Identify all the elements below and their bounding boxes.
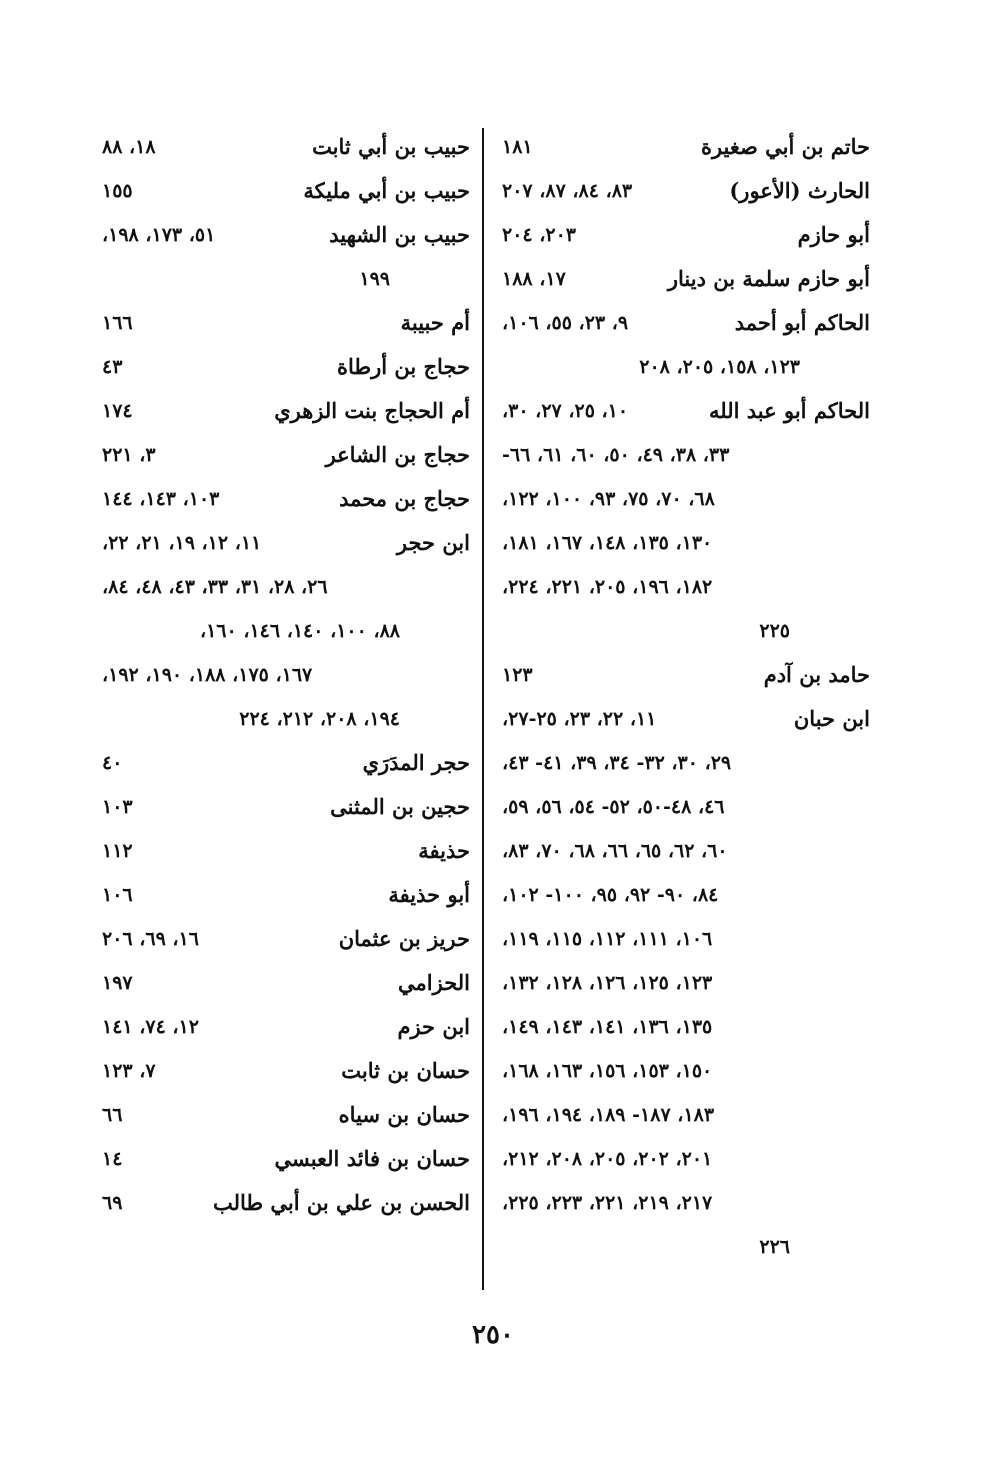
index-entry — [494, 656, 870, 700]
entry-name: ابن حزم — [397, 1014, 470, 1039]
continuation-page-refs: ٨٤، ٩٠- ٩٢، ٩٥، ١٠٠- ١٠٢، — [502, 884, 719, 906]
index-entry — [494, 304, 870, 348]
index-entry — [494, 260, 870, 304]
entry-page-refs: ٥١، ١٧٣، ١٩٨، — [102, 224, 216, 246]
continuation-page-refs: ٣٣، ٣٨، ٤٩، ٥٠، ٦٠، ٦١، ٦٦- — [502, 444, 730, 466]
index-column-left — [94, 128, 470, 1228]
index-entry — [94, 480, 470, 524]
entry-name: أبو حازم سلمة بن دينار — [667, 266, 870, 291]
entry-name: ابن حجر — [396, 530, 470, 555]
entry-name: حبيب بن أبي ثابت — [312, 134, 470, 159]
index-continuation-line — [94, 612, 470, 656]
entry-page-refs: ١٧٤ — [102, 400, 133, 422]
index-continuation-line — [494, 568, 870, 612]
continuation-page-refs: ٦٨، ٧٠، ٧٥، ٩٣، ١٠٠، ١٢٢، — [502, 488, 715, 510]
entry-page-refs: ١٤ — [102, 1148, 123, 1170]
index-continuation-line — [494, 1096, 870, 1140]
continuation-page-refs: ٢١٧، ٢١٩، ٢٢١، ٢٢٣، ٢٢٥، — [502, 1192, 713, 1214]
index-entry — [94, 1052, 470, 1096]
index-continuation-line — [494, 1228, 870, 1272]
entry-page-refs: ١٠٣ — [102, 796, 133, 818]
continuation-page-refs: ٤٦، ٤٨-٥٠، ٥٢- ٥٤، ٥٦، ٥٩، — [502, 796, 725, 818]
index-continuation-line — [494, 1008, 870, 1052]
index-entry — [94, 1184, 470, 1228]
index-entry — [94, 1096, 470, 1140]
index-entry — [94, 128, 470, 172]
index-entry — [94, 436, 470, 480]
index-continuation-line — [494, 1140, 870, 1184]
index-continuation-line — [494, 1052, 870, 1096]
entry-page-refs: ١٥٥ — [102, 180, 133, 202]
entry-name: حسان بن ثابت — [341, 1058, 470, 1083]
index-continuation-line — [494, 480, 870, 524]
entry-name: أم الحجاج بنت الزهري — [274, 398, 470, 423]
entry-page-refs: ١١، ٢٢، ٢٣، ٢٥-٢٧، — [502, 708, 657, 730]
index-entry — [94, 832, 470, 876]
index-continuation-line — [494, 788, 870, 832]
index-continuation-line — [494, 832, 870, 876]
index-continuation-line — [494, 524, 870, 568]
entry-name: حجاج بن أرطاة — [336, 354, 470, 379]
index-entry — [94, 964, 470, 1008]
entry-page-refs: ١٠، ٢٥، ٢٧، ٣٠، — [502, 400, 629, 422]
index-entry — [94, 744, 470, 788]
index-continuation-line — [494, 1184, 870, 1228]
index-continuation-line — [494, 436, 870, 480]
continuation-page-refs: ١٣٠، ١٣٥، ١٤٨، ١٦٧، ١٨١، — [502, 532, 713, 554]
entry-page-refs: ١٠٦ — [102, 884, 133, 906]
page-number: ٢٥٠ — [472, 1320, 514, 1350]
entry-name: حامد بن آدم — [763, 662, 870, 687]
index-entry — [94, 216, 470, 260]
continuation-page-refs: ١٢٣، ١٢٥، ١٢٦، ١٢٨، ١٣٢، — [502, 972, 713, 994]
continuation-page-refs: ١٠٦، ١١١، ١١٢، ١١٥، ١١٩، — [502, 928, 713, 950]
continuation-page-refs: ٢٩، ٣٠، ٣٢- ٣٤، ٣٩، ٤١- ٤٣، — [502, 752, 732, 774]
entry-name: أبو حذيفة — [388, 882, 470, 907]
index-continuation-line — [494, 348, 870, 392]
entry-name: الحاكم أبو أحمد — [734, 310, 870, 335]
entry-name: ابن حبان — [793, 706, 870, 731]
index-continuation-line — [494, 876, 870, 920]
entry-name: الحسن بن علي بن أبي طالب — [212, 1190, 470, 1215]
entry-page-refs: ٤٣ — [102, 356, 123, 378]
entry-name: حجر المدَرَي — [362, 750, 470, 775]
index-entry — [94, 524, 470, 568]
entry-name: الحارث (الأعور) — [729, 178, 870, 203]
entry-page-refs: ٦٦ — [102, 1104, 123, 1126]
entry-name: حريز بن عثمان — [338, 926, 470, 951]
index-entry — [94, 876, 470, 920]
entry-name: أم حبيبة — [400, 310, 470, 335]
index-continuation-line — [94, 260, 470, 304]
continuation-page-refs: ١٩٩ — [359, 268, 390, 290]
index-continuation-line — [94, 700, 470, 744]
continuation-page-refs: ٦٠، ٦٢، ٦٥، ٦٦، ٦٨، ٧٠، ٨٣، — [502, 840, 728, 862]
continuation-page-refs: ٢٦، ٢٨، ٣١، ٣٣، ٤٣، ٤٨، ٨٤، — [102, 576, 328, 598]
entry-name: حاتم بن أبي صغيرة — [700, 134, 870, 159]
entry-page-refs: ٦٩ — [102, 1192, 123, 1214]
index-continuation-line — [494, 964, 870, 1008]
entry-page-refs: ٢٠٣، ٢٠٤ — [502, 224, 576, 246]
index-entry — [94, 348, 470, 392]
index-entry — [94, 1008, 470, 1052]
entry-name: حبيب بن أبي مليكة — [303, 178, 470, 203]
continuation-page-refs: ١٥٠، ١٥٣، ١٥٦، ١٦٣، ١٦٨، — [502, 1060, 713, 1082]
index-entry — [94, 788, 470, 832]
entry-name: حذيفة — [418, 838, 470, 863]
continuation-page-refs: ١٨٣، ١٨٧- ١٨٩، ١٩٤، ١٩٦، — [502, 1104, 715, 1126]
entry-name: حجين بن المثنى — [330, 794, 470, 819]
entry-page-refs: ٩، ٢٣، ٥٥، ١٠٦، — [502, 312, 629, 334]
entry-page-refs: ١٩٧ — [102, 972, 133, 994]
continuation-page-refs: ٢٢٥ — [759, 620, 790, 642]
entry-name: أبو حازم — [797, 222, 870, 247]
entry-page-refs: ٧، ١٢٣ — [102, 1060, 156, 1082]
index-entry — [494, 216, 870, 260]
continuation-page-refs: ٢٠١، ٢٠٢، ٢٠٥، ٢٠٨، ٢١٢، — [502, 1148, 713, 1170]
entry-page-refs: ١٧، ١٨٨ — [502, 268, 566, 290]
entry-page-refs: ١٨، ٨٨ — [102, 136, 156, 158]
entry-page-refs: ٨٣، ٨٤، ٨٧، ٢٠٧ — [502, 180, 633, 202]
entry-name: حجاج بن الشاعر — [325, 442, 470, 467]
entry-name: الحزامي — [398, 970, 470, 995]
index-continuation-line — [494, 744, 870, 788]
entry-page-refs: ١٦٦ — [102, 312, 133, 334]
entry-page-refs: ٣، ٢٢١ — [102, 444, 156, 466]
entry-name: حبيب بن الشهيد — [329, 222, 470, 247]
entry-page-refs: ١١٢ — [102, 840, 133, 862]
index-continuation-line — [494, 612, 870, 656]
index-column-right — [494, 128, 870, 1272]
entry-page-refs: ١٢، ٧٤، ١٤١ — [102, 1016, 199, 1038]
continuation-page-refs: ١٣٥، ١٣٦، ١٤١، ١٤٣، ١٤٩، — [502, 1016, 713, 1038]
index-entry — [494, 392, 870, 436]
entry-name: حسان بن فائد العبسي — [274, 1146, 470, 1171]
index-entry — [94, 172, 470, 216]
index-entry — [94, 392, 470, 436]
entry-page-refs: ٤٠ — [102, 752, 123, 774]
index-entry — [94, 1140, 470, 1184]
continuation-page-refs: ١٨٢، ١٩٦، ٢٠٥، ٢٢١، ٢٢٤، — [502, 576, 713, 598]
entry-page-refs: ١٨١ — [502, 136, 533, 158]
entry-page-refs: ١١، ١٢، ١٩، ٢١، ٢٢، — [102, 532, 262, 554]
entry-page-refs: ١٢٣ — [502, 664, 533, 686]
continuation-page-refs: ٢٢٦ — [759, 1236, 790, 1258]
index-entry — [494, 700, 870, 744]
continuation-page-refs: ١٢٣، ١٥٨، ٢٠٥، ٢٠٨ — [639, 356, 800, 378]
index-continuation-line — [494, 920, 870, 964]
index-entry — [94, 304, 470, 348]
index-continuation-line — [94, 656, 470, 700]
index-entry — [94, 920, 470, 964]
continuation-page-refs: ١٦٧، ١٧٥، ١٨٨، ١٩٠، ١٩٢، — [102, 664, 313, 686]
index-continuation-line — [94, 568, 470, 612]
index-entry — [494, 172, 870, 216]
entry-page-refs: ١٦، ٦٩، ٢٠٦ — [102, 928, 199, 950]
entry-page-refs: ١٠٣، ١٤٣، ١٤٤ — [102, 488, 220, 510]
column-divider — [482, 128, 484, 1290]
entry-name: الحاكم أبو عبد الله — [709, 398, 870, 423]
entry-name: حسان بن سياه — [338, 1102, 470, 1127]
entry-name: حجاج بن محمد — [339, 486, 470, 511]
continuation-page-refs: ١٩٤، ٢٠٨، ٢١٢، ٢٢٤ — [239, 708, 400, 730]
index-entry — [494, 128, 870, 172]
continuation-page-refs: ٨٨، ١٠٠، ١٤٠، ١٤٦، ١٦٠، — [199, 620, 400, 642]
